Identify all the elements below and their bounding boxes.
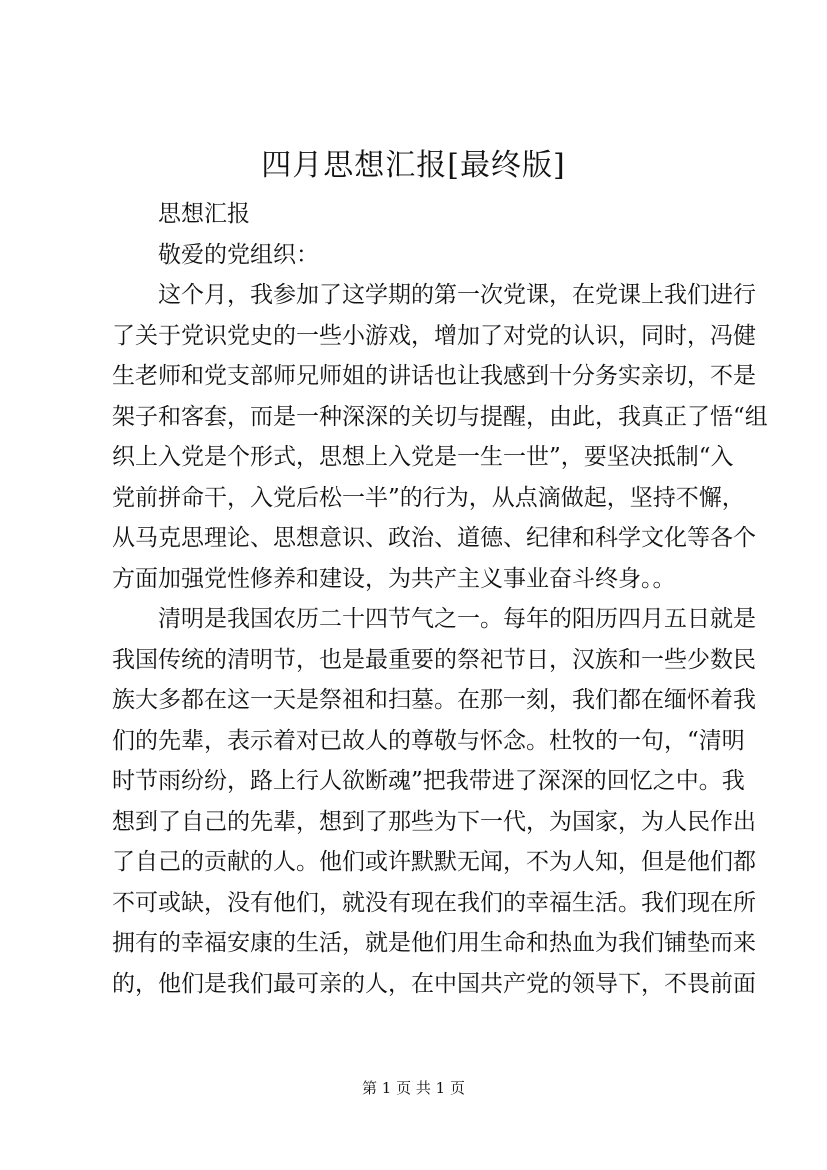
paragraph-2-line: 时节雨纷纷，路上行人欲断魂”把我带进了深深的回忆之中。我 [112, 768, 745, 794]
document-body [112, 194, 768, 1004]
paragraph-1 [112, 275, 768, 599]
paragraph-1-line: 生老师和党支部师兄师姐的讲话也让我感到十分务实亲切，不是 [112, 363, 756, 389]
paragraph-2-line: 了自己的贡献的人。他们或许默默无闻，不为人知，但是他们都 [112, 849, 756, 875]
paragraph-1-line: 织上入党是个形式，思想上入党是一生一世”，要坚决抵制“入 [112, 444, 734, 470]
document-title: 四月思想汇报[最终版] [261, 148, 566, 183]
paragraph-2-line: 不可或缺，没有他们，就没有现在我们的幸福生活。我们现在所 [112, 889, 756, 916]
paragraph-2-line: 族大多都在这一天是祭祖和扫墓。在那一刻，我们都在缅怀着我 [112, 687, 756, 713]
paragraph-2 [112, 599, 756, 1004]
paragraph-1-line: 架子和客套，而是一种深深的关切与提醒，由此，我真正了悟“组 [112, 403, 768, 430]
paragraph-2-line: 清明是我国农历二十四节气之一。每年的阳历四月五日就是 [158, 606, 756, 632]
paragraph-2-line: 想到了自己的先辈，想到了那些为下一代，为国家，为人民作出 [112, 808, 756, 835]
paragraph-1-line: 方面加强党性修养和建设，为共产主义事业奋斗终身。。 [112, 565, 676, 592]
paragraph-1-line: 党前拼命干，入党后松一半”的行为，从点滴做起，坚持不懈， [112, 484, 745, 511]
paragraph-2-line: 我国传统的清明节，也是最重要的祭祀节日，汉族和一些少数民 [112, 646, 756, 673]
paragraph-1-line: 了关于党识党史的一些小游戏，增加了对党的认识，同时，冯健 [112, 322, 756, 349]
page-footer: 第 1 页 共 1 页 [362, 1079, 465, 1097]
salutation: 敬爱的党组织： [158, 241, 319, 268]
paragraph-2-line: 拥有的幸福安康的生活，就是他们用生命和热血为我们铺垫而来 [112, 930, 756, 956]
paragraph-2-line: 的，他们是我们最可亲的人，在中国共产党的领导下，不畏前面 [112, 970, 756, 997]
paragraph-1-line: 从马克思理论、思想意识、政治、道德、纪律和科学文化等各个 [112, 525, 756, 551]
paragraph-2-line: 们的先辈，表示着对已故人的尊敬与怀念。杜牧的一句，“清明 [112, 727, 745, 754]
section-heading: 思想汇报 [158, 201, 250, 227]
paragraph-1-line: 这个月，我参加了这学期的第一次党课，在党课上我们进行 [158, 282, 756, 308]
